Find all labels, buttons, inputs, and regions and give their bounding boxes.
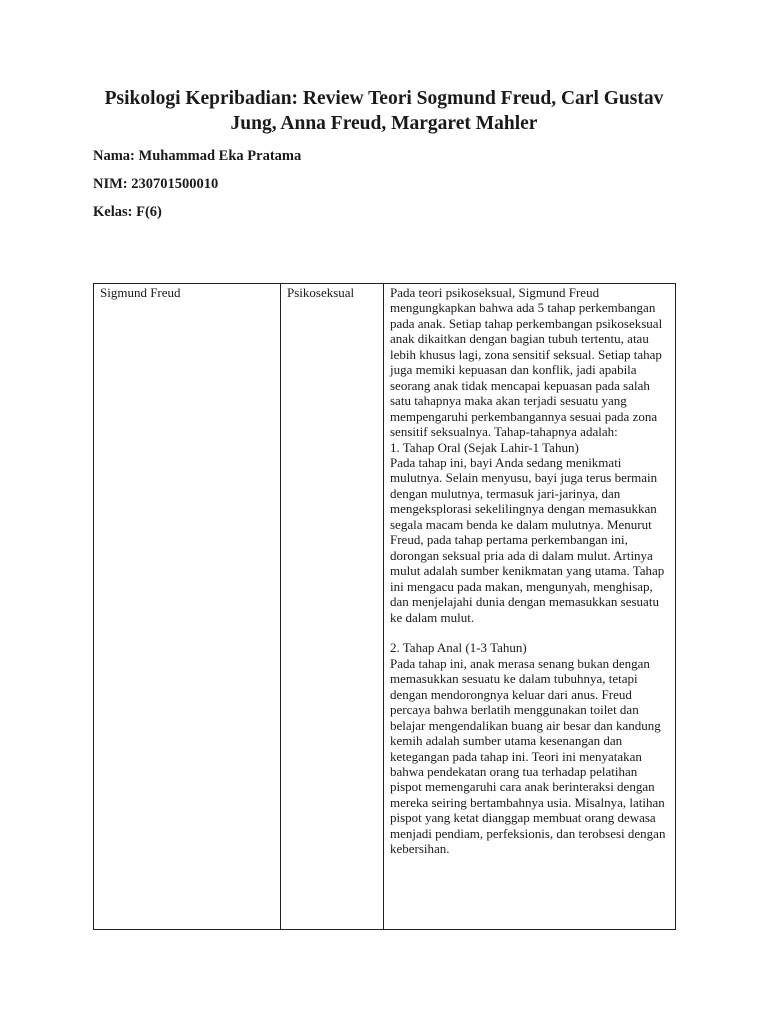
stage-2-text: Pada tahap ini, anak merasa senang bukan dengan memasukkan sesuatu ke dalam tubuhnya, tetapi dengan mendorongnya keluar dari anus. Freud percaya bahwa berlatih menggunakan toilet dan belajar mengendalikan buang air besar dan kandung kemih adalah sumber utama kesenangan dan ketegangan pada tahap ini. Teori ini menyatakan bahwa pendekatan orang tua terhadap pelatihan pispot memengaruhi cara anak berinteraksi dengan mereka seiring bertambahnya usia. Misalnya, latihan pispot yang ketat dianggap membuat orang dewasa menjadi pendiam, perfeksionis, dan terobsesi dengan kebersihan. bbox=[390, 655, 666, 857]
theory-review-table bbox=[93, 283, 676, 930]
cell-theory bbox=[281, 284, 384, 930]
student-nim: NIM: 230701500010 bbox=[93, 176, 219, 192]
stage-1-text: Pada tahap ini, bayi Anda sedang menikmati mulutnya. Selain menyusu, bayi juga terus bermain dengan mulutnya, termasuk jari-jarinya, dan mengeksplorasi sekelilingnya dengan memasukkan segala macam benda ke dalam mulutnya. Menurut Freud, pada tahap pertama perkembangan ini, dorongan seksual pria ada di dalam mulut. Artinya mulut adalah sumber kenikmatan yang utama. Tahap ini mengacu pada makan, mengunyah, menghisap, dan menjelajahi dunia dengan memasukkan sesuatu ke dalam mulut. bbox=[390, 454, 665, 625]
cell-figure bbox=[94, 284, 281, 930]
student-name: Nama: Muhammad Eka Pratama bbox=[93, 148, 302, 164]
paragraph-gap bbox=[390, 625, 669, 640]
theory-name: Psikoseksual bbox=[287, 285, 355, 300]
student-class: Kelas: F(6) bbox=[93, 204, 162, 220]
document-title: Psikologi Kepribadian: Review Teori Sogmund Freud, Carl Gustav Jung, Anna Freud, Margaret Mahler bbox=[104, 88, 664, 134]
figure-name: Sigmund Freud bbox=[100, 285, 181, 300]
table-row bbox=[94, 284, 676, 930]
stage-1-heading: 1. Tahap Oral (Sejak Lahir-1 Tahun) bbox=[390, 439, 579, 455]
cell-description bbox=[384, 284, 676, 930]
description-intro: Pada teori psikoseksual, Sigmund Freud mengungkapkan bahwa ada 5 tahap perkembangan pada anak. Setiap tahap perkembangan psikoseksual anak dikaitkan dengan bagian tubuh tertentu, atau lebih khusus lagi, zona sensitif seksual. Setiap tahap juga memiki kepuasan dan konflik, jadi apabila seorang anak tidak mencapai kepuasan pada salah satu tahapnya maka akan terjadi sesuatu yang mempengaruhi perkembangannya sesuai pada zona sensitif seksualnya. Tahap-tahapnya adalah: bbox=[390, 285, 663, 440]
stage-2-heading: 2. Tahap Anal (1-3 Tahun) bbox=[390, 640, 527, 656]
